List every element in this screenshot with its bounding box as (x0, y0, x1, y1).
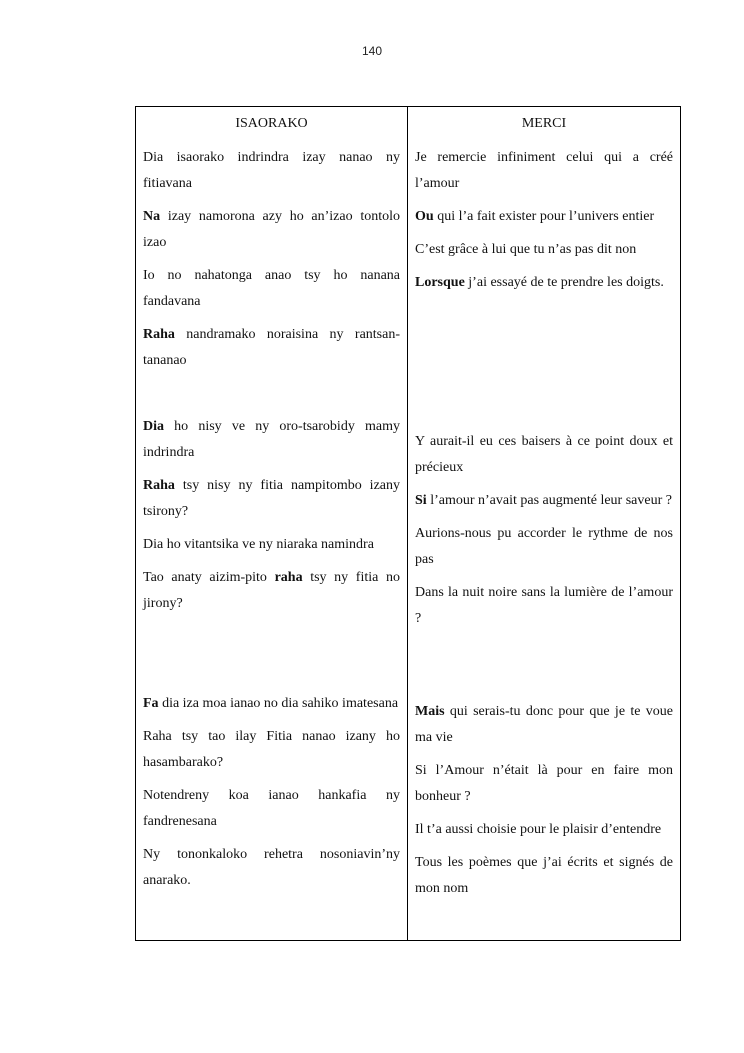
poem-line: Dia isaorako indrindra izay nanao ny fitiavana (143, 150, 400, 191)
left-stanza-1 (143, 145, 400, 381)
right-stanza-3 (415, 699, 673, 909)
poem-line: Tao anaty aizim-pito raha tsy ny fitia no jirony? (143, 570, 400, 611)
poem-line: Je remercie infiniment celui qui a créé l’amour (415, 150, 673, 191)
poem-line: Si l’Amour n’était là pour en faire mon bonheur ? (415, 763, 673, 804)
poem-line: Il t’a aussi choisie pour le plaisir d’entendre (415, 822, 662, 837)
poem-line: C’est grâce à lui que tu n’as pas dit non (415, 242, 637, 257)
left-stanza-2 (143, 414, 400, 624)
poem-line: Dia ho vitantsika ve ny niaraka namindra (143, 537, 374, 552)
right-column-merci (408, 107, 680, 940)
poem-table (135, 106, 681, 941)
poem-line: Notendreny koa ianao hankafia ny fandrenesana (143, 788, 400, 829)
poem-line: Ou qui l’a fait exister pour l’univers entier (415, 209, 655, 224)
poem-line: Aurions-nous pu accorder le rythme de nos pas (415, 526, 673, 567)
poem-line: Lorsque j’ai essayé de te prendre les doigts. (415, 275, 664, 290)
left-column-header: ISAORAKO (235, 116, 308, 131)
poem-line: Fa dia iza moa ianao no dia sahiko imatesana (143, 696, 399, 711)
poem-line: Si l’amour n’avait pas augmenté leur saveur ? (415, 493, 672, 508)
right-column-header: MERCI (521, 116, 567, 131)
poem-line: Dia ho nisy ve ny oro-tsarobidy mamy indrindra (143, 419, 400, 460)
right-stanza-1 (415, 145, 673, 303)
poem-line: Ny tononkaloko rehetra nosoniavin’ny anarako. (143, 847, 400, 888)
poem-line: Raha tsy tao ilay Fitia nanao izany ho hasambarako? (143, 729, 400, 770)
poem-line: Io no nahatonga anao tsy ho nanana fandavana (143, 268, 400, 309)
right-stanza-2 (415, 429, 673, 639)
poem-line: Dans la nuit noire sans la lumière de l’amour ? (415, 585, 673, 626)
poem-line: Tous les poèmes que j’ai écrits et signés de mon nom (415, 855, 673, 896)
poem-line: Raha tsy nisy ny fitia nampitombo izany tsirony? (143, 478, 400, 519)
poem-line: Y aurait-il eu ces baisers à ce point doux et précieux (415, 434, 673, 475)
poem-line: Raha nandramako noraisina ny rantsan-tananao (143, 327, 400, 368)
left-stanza-3 (143, 691, 400, 901)
poem-line: Mais qui serais-tu donc pour que je te voue ma vie (415, 704, 673, 745)
poem-line: Na izay namorona azy ho an’izao tontolo izao (143, 209, 400, 250)
left-column-isaorako (136, 107, 408, 940)
page-number: 140 (361, 44, 383, 58)
